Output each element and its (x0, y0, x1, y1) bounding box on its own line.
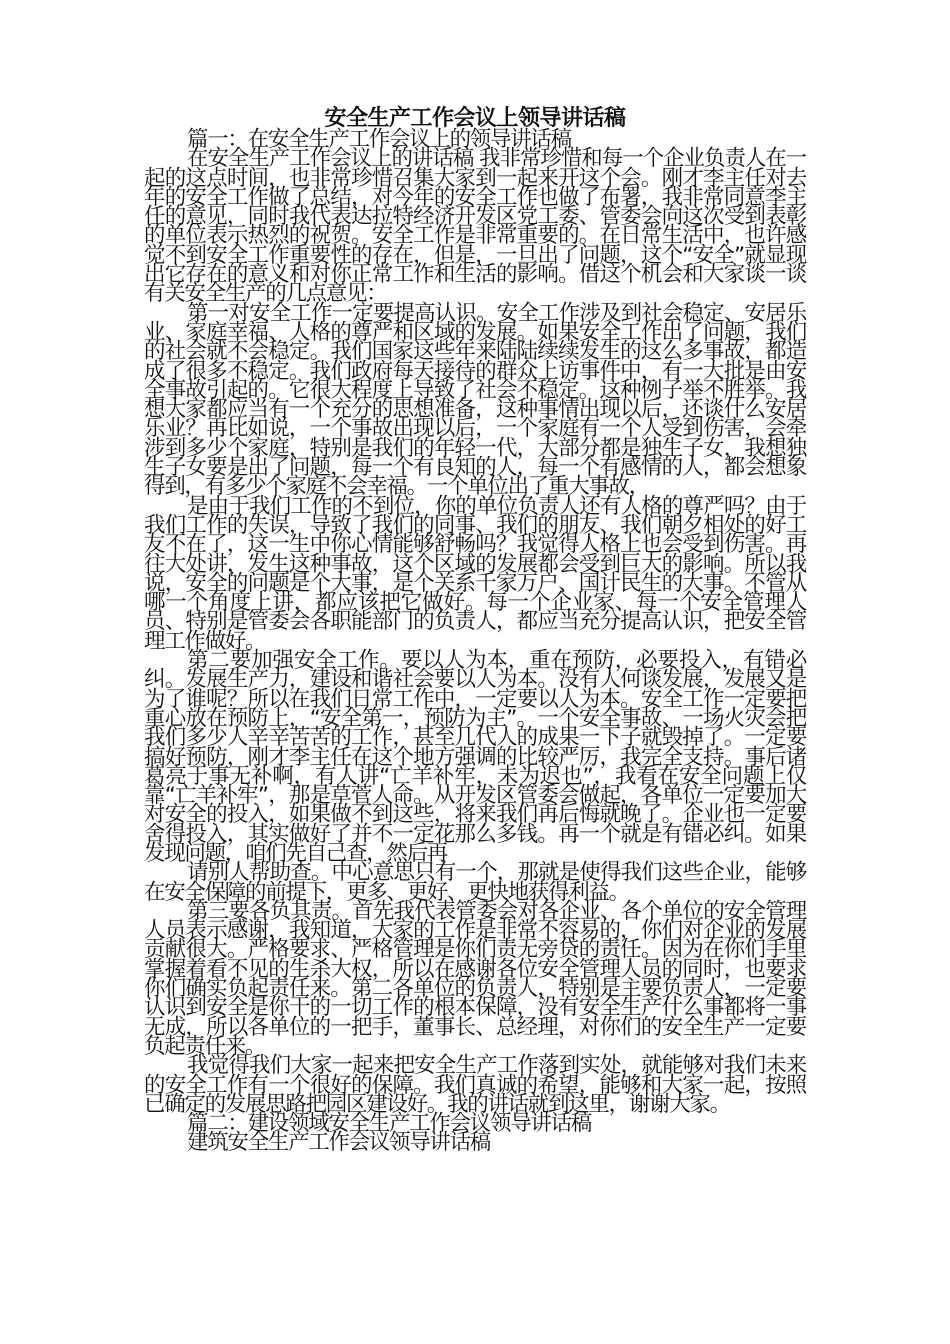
document-title: 安全生产工作会议上领导讲话稿 (324, 106, 626, 131)
document-page (144, 104, 806, 1156)
paragraph-closing: 我觉得我们大家一起来把安全生产工作落到实处，就能够对我们未来的安全工作有一个很好的保障。我们真诚的希望，能够和大家一起，按照已确定的发展思路把园区建设好。我的讲话就到这里，谢谢大家。 (144, 1053, 806, 1117)
section-heading-2: 篇二：建设领域安全生产工作会议领导讲话稿 (187, 1111, 592, 1137)
paragraph-point-2: 第二要加强安全工作。要以人为本，重在预防，必要投入，有错必纠。发展生产力，建设和谐社会要以人为本。没有人何谈发展，发展又是为了谁呢？所以在我们日常工作中，一定要以人为本。安全工作一定要把重心放在预防上，“安全第一，预防为主”。一个安全事故、一场火灾会把我们多少人辛辛苦苦的工作，甚至几代人的成果一下子就毁掉了。一定要搞好预防，刚才李主任在这个地方强调的比较严厉，我完全支持。事后诸葛亮于事无补啊，有人讲“亡羊补牢，未为迟也”，我看在安全问题上仅靠“亡羊补牢”，那是草菅人命。从开发区管委会做起，各单位一定要加大对安全的投入，如果做不到这些，将来我们再后悔就晚了。企业也一定要舍得投入，其实做好了并不一定花那么多钱。再一个就是有错必纠。如果发现问题，咱们先自己查，然后再 (144, 648, 806, 866)
section-heading-1: 篇一：在安全生产工作会议上的领导讲话稿 (187, 127, 571, 152)
paragraph-intro: 在安全生产工作会议上的讲话稿 我非常珍惜和每一个企业负责人在一起的这点时间，也非常珍惜召集大家到一起来开这个会。刚才李主任对去年的安全工作做了总结，对今年的安全工作也做了布署，我非常同意李主任的意见，同时我代表达拉特经济开发区党工委、管委会向这次受到表彰的单位表示热烈的祝贺。安全工作是非常重要的。在日常生活中，也许感觉不到安全工作重要性的存在，但是，一旦出了问题，这个“安全”就显现出它存在的意义和对你正常工作和生活的影响。借这个机会和大家谈一谈有关安全生产的几点意见： (144, 146, 806, 307)
paragraph-point-3: 第三要各负其责。首先我代表管委会对各企业、各个单位的安全管理人员表示感谢，我知道，大家的工作是非常不容易的，你们对企业的发展贡献很大。严格要求、严格管理是你们责无旁贷的责任。因为在你们手里掌握着看不见的生杀大权，所以在感谢各位安全管理人员的同时，也要求你们确实负起责任来。第二各单位的负责人，特别是主要负责人，一定要认识到安全是你干的一切工作的根本保障，没有安全生产什么事都将一事无成，所以各单位的一把手，董事长、总经理，对你们的安全生产一定要负起责任来。 (144, 898, 806, 1059)
paragraph-point-2-cont: 请别人帮助查。中心意思只有一个，那就是使得我们这些企业，能够在安全保障的前提下，更多、更好、更快地获得利益。 (144, 860, 806, 905)
paragraph-point-1: 第一对安全工作一定要提高认识。安全工作涉及到社会稳定、安居乐业、家庭幸福、人格的尊严和区域的发展。如果安全工作出了问题，我们的社会就不会稳定。我们国家这些年来陆陆续续发生的这么多事故，都造成了很多不稳定。我们政府每天接待的群众上访事件中，有一大批是由安全事故引起的。它很大程度上导致了社会不稳定。这种例子举不胜举。我想大家都应当有一个充分的思想准备，这种事情出现以后，还谈什么安居乐业？再比如说，一个事故出现以后，一个家庭有一个人受到伤害，会牵涉到多少个家庭，特别是我们的年轻一代，大部分都是独生子女，我想独生子女要是出了问题，每一个有良知的人，每一个有感情的人，都会想象得到，有多少个家庭不会幸福。一个单位出了重大事故， (144, 300, 806, 500)
section-subtitle-2: 建筑安全生产工作会议领导讲话稿 (187, 1130, 491, 1156)
paragraph-point-1-cont: 是由于我们工作的不到位，你的单位负责人还有人格的尊严吗？由于我们工作的失误，导致了我们的同事、我们的朋友、我们朝夕相处的好工友不在了，这一生中你心情能够舒畅吗？我觉得人格上也会受到伤害。再往大处讲，发生这种事故，这个区域的发展都会受到巨大的影响。所以我说，安全的问题是个大事，是个关系千家万户、国计民生的大事。不管从哪一个角度上讲，都应该把它做好。每一个企业家、每一个安全管理人员、特别是管委会各职能部门的负责人，都应当充分提高认识，把安全管理工作做好。 (144, 493, 806, 654)
